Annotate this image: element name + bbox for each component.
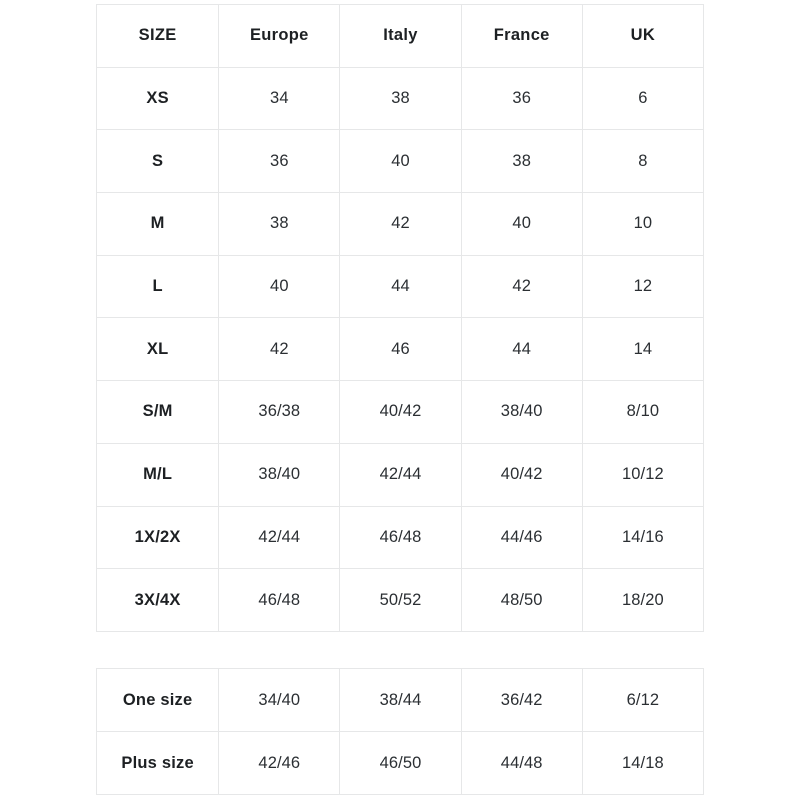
row-label: XL: [97, 318, 219, 381]
cell-italy: 50/52: [340, 569, 461, 632]
main-size-table: [96, 4, 704, 632]
cell-france: 44/48: [461, 732, 582, 795]
cell-uk: 8: [582, 130, 703, 193]
column-header-uk: UK: [582, 5, 703, 68]
secondary-size-table-container: [96, 668, 704, 795]
cell-europe: 38/40: [219, 443, 340, 506]
cell-france: 38: [461, 130, 582, 193]
cell-uk: 6/12: [582, 669, 703, 732]
table-header-row-group: [97, 5, 704, 68]
cell-uk: 10/12: [582, 443, 703, 506]
cell-europe: 36: [219, 130, 340, 193]
cell-france: 44: [461, 318, 582, 381]
cell-france: 40/42: [461, 443, 582, 506]
cell-italy: 38: [340, 67, 461, 130]
cell-italy: 38/44: [340, 669, 461, 732]
main-size-table-container: [96, 4, 704, 632]
table-body: [97, 669, 704, 795]
row-label: M: [97, 193, 219, 256]
cell-europe: 36/38: [219, 381, 340, 444]
table-row: [97, 130, 704, 193]
cell-europe: 42: [219, 318, 340, 381]
cell-uk: 8/10: [582, 381, 703, 444]
table-row: [97, 443, 704, 506]
table-row: [97, 193, 704, 256]
cell-europe: 46/48: [219, 569, 340, 632]
cell-france: 38/40: [461, 381, 582, 444]
cell-uk: 6: [582, 67, 703, 130]
cell-europe: 38: [219, 193, 340, 256]
table-header-row: [97, 5, 704, 68]
column-header-italy: Italy: [340, 5, 461, 68]
row-label-one-size: One size: [97, 669, 219, 732]
row-label: S: [97, 130, 219, 193]
table-row: [97, 318, 704, 381]
column-header-france: France: [461, 5, 582, 68]
row-label: 3X/4X: [97, 569, 219, 632]
row-label: 1X/2X: [97, 506, 219, 569]
cell-europe: 40: [219, 255, 340, 318]
cell-italy: 40/42: [340, 381, 461, 444]
cell-uk: 12: [582, 255, 703, 318]
cell-italy: 46/50: [340, 732, 461, 795]
row-label: M/L: [97, 443, 219, 506]
cell-italy: 46/48: [340, 506, 461, 569]
table-row: [97, 569, 704, 632]
table-row: [97, 255, 704, 318]
table-row: [97, 506, 704, 569]
table-row: [97, 732, 704, 795]
cell-france: 42: [461, 255, 582, 318]
cell-europe: 42/44: [219, 506, 340, 569]
cell-italy: 42/44: [340, 443, 461, 506]
row-label: S/M: [97, 381, 219, 444]
table-row: [97, 669, 704, 732]
column-header-size: SIZE: [97, 5, 219, 68]
table-body: [97, 67, 704, 631]
cell-france: 48/50: [461, 569, 582, 632]
cell-france: 40: [461, 193, 582, 256]
cell-italy: 44: [340, 255, 461, 318]
cell-europe: 34/40: [219, 669, 340, 732]
cell-italy: 42: [340, 193, 461, 256]
row-label: L: [97, 255, 219, 318]
cell-uk: 14/16: [582, 506, 703, 569]
cell-italy: 46: [340, 318, 461, 381]
table-row: [97, 381, 704, 444]
row-label: XS: [97, 67, 219, 130]
cell-uk: 18/20: [582, 569, 703, 632]
cell-europe: 42/46: [219, 732, 340, 795]
cell-france: 36/42: [461, 669, 582, 732]
table-row: [97, 67, 704, 130]
cell-italy: 40: [340, 130, 461, 193]
cell-europe: 34: [219, 67, 340, 130]
cell-france: 36: [461, 67, 582, 130]
column-header-europe: Europe: [219, 5, 340, 68]
cell-uk: 14/18: [582, 732, 703, 795]
secondary-size-table: [96, 668, 704, 795]
row-label-plus-size: Plus size: [97, 732, 219, 795]
cell-uk: 10: [582, 193, 703, 256]
cell-uk: 14: [582, 318, 703, 381]
cell-france: 44/46: [461, 506, 582, 569]
